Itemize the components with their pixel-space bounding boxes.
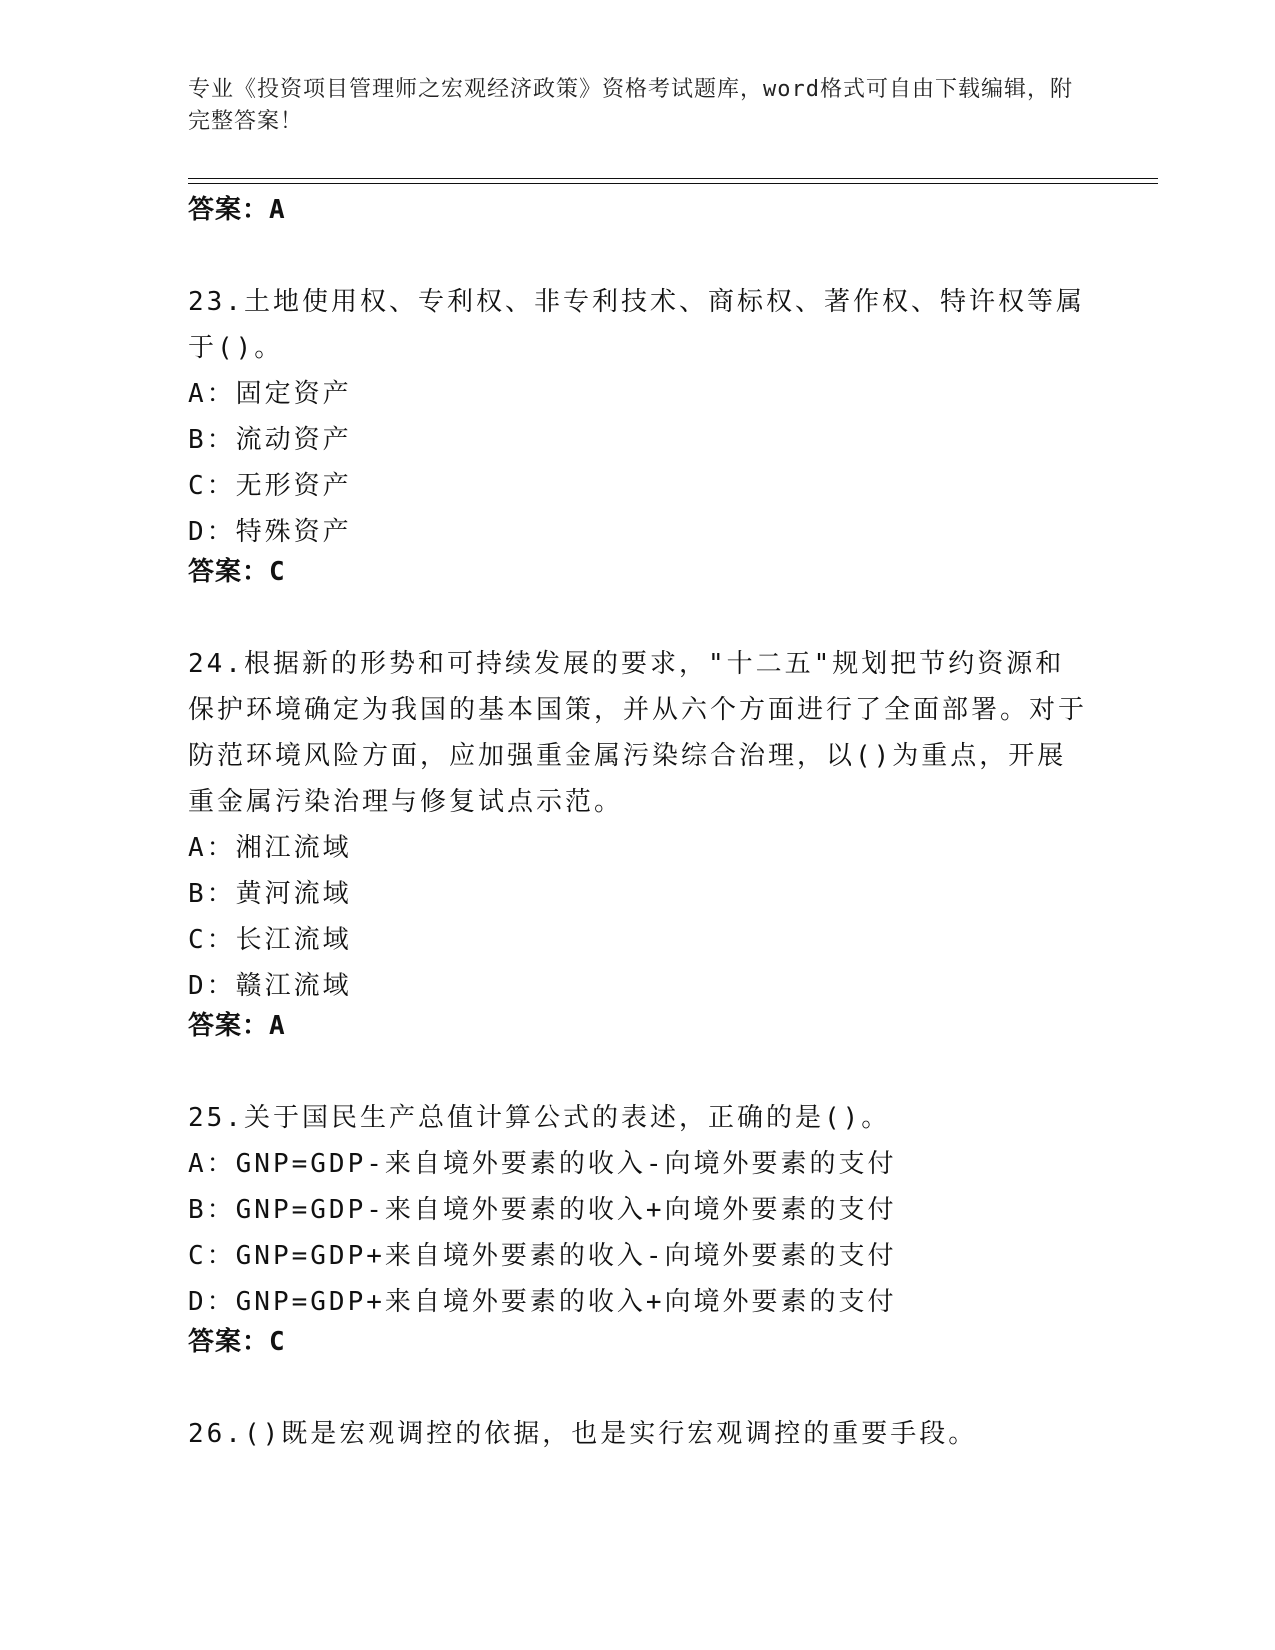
answer-label: 答案：A xyxy=(188,195,286,225)
page-header: 专业《投资项目管理师之宏观经济政策》资格考试题库，word格式可自由下载编辑，附完整答案！ xyxy=(188,77,1073,134)
header-divider-bottom xyxy=(188,183,1158,184)
question-text: 23.土地使用权、专利权、非专利技术、商标权、著作权、特许权等属于()。 xyxy=(188,287,1085,363)
question-text: 24.根据新的形势和可持续发展的要求，"十二五"规划把节约资源和保护环境确定为我国的基本国策，并从六个方面进行了全面部署。对于防范环境风险方面，应加强重金属污染综合治理，以()为重点，开展重金属污染治理与修复试点示范。 xyxy=(188,649,1088,817)
question-block xyxy=(188,641,1088,1043)
option-a: A：湘江流域 xyxy=(188,833,352,863)
question-block xyxy=(188,279,1088,589)
spacer xyxy=(188,1043,1088,1095)
spacer xyxy=(188,589,1088,641)
spacer xyxy=(188,227,1088,279)
option-a: A：GNP=GDP-来自境外要素的收入-向境外要素的支付 xyxy=(188,1149,897,1179)
answer-label: 答案：A xyxy=(188,1011,286,1041)
question-block xyxy=(188,1095,1088,1359)
question-text: 26.()既是宏观调控的依据，也是实行宏观调控的重要手段。 xyxy=(188,1419,978,1449)
option-d: D：赣江流域 xyxy=(188,971,352,1001)
question-text: 25.关于国民生产总值计算公式的表述，正确的是()。 xyxy=(188,1103,891,1133)
option-c: C：无形资产 xyxy=(188,471,352,501)
answer-label: 答案：C xyxy=(188,557,286,587)
option-c: C：GNP=GDP+来自境外要素的收入-向境外要素的支付 xyxy=(188,1241,897,1271)
question-block xyxy=(188,1411,1088,1457)
option-b: B：黄河流域 xyxy=(188,879,352,909)
option-b: B：GNP=GDP-来自境外要素的收入+向境外要素的支付 xyxy=(188,1195,897,1225)
answer-label: 答案：C xyxy=(188,1327,286,1357)
spacer xyxy=(188,1359,1088,1411)
option-c: C：长江流域 xyxy=(188,925,352,955)
option-d: D：GNP=GDP+来自境外要素的收入+向境外要素的支付 xyxy=(188,1287,897,1317)
question-list xyxy=(188,193,1088,1457)
option-a: A：固定资产 xyxy=(188,379,352,409)
option-b: B：流动资产 xyxy=(188,425,352,455)
header-divider-top xyxy=(188,178,1158,179)
option-d: D：特殊资产 xyxy=(188,517,352,547)
